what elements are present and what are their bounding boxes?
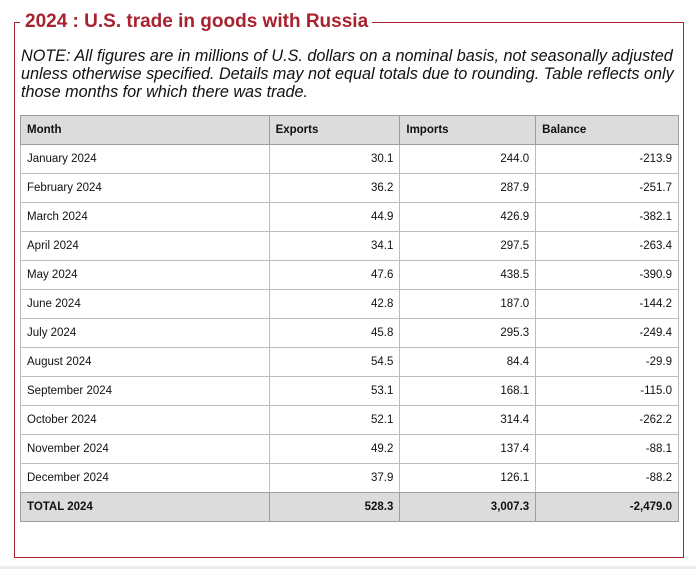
balance-cell: -29.9 [536,348,679,377]
month-cell: June 2024 [21,290,270,319]
header-month: Month [21,116,270,145]
month-cell: October 2024 [21,406,270,435]
header-exports: Exports [269,116,400,145]
table-row [21,261,679,290]
month-cell: December 2024 [21,464,270,493]
imports-cell: 137.4 [400,435,536,464]
month-cell: March 2024 [21,203,270,232]
balance-cell: -144.2 [536,290,679,319]
balance-cell: -88.1 [536,435,679,464]
table-row [21,464,679,493]
month-cell: February 2024 [21,174,270,203]
exports-cell: 42.8 [269,290,400,319]
balance-cell: -115.0 [536,377,679,406]
exports-cell: 45.8 [269,319,400,348]
exports-cell: 52.1 [269,406,400,435]
imports-cell: 426.9 [400,203,536,232]
imports-cell: 295.3 [400,319,536,348]
imports-cell: 297.5 [400,232,536,261]
balance-cell: -263.4 [536,232,679,261]
header-imports: Imports [400,116,536,145]
month-cell: November 2024 [21,435,270,464]
table-row [21,174,679,203]
table-row [21,377,679,406]
balance-cell: -390.9 [536,261,679,290]
imports-cell: 287.9 [400,174,536,203]
table-row [21,290,679,319]
table-row [21,406,679,435]
balance-cell: -251.7 [536,174,679,203]
exports-cell: 54.5 [269,348,400,377]
month-cell: August 2024 [21,348,270,377]
exports-cell: 49.2 [269,435,400,464]
imports-cell: 244.0 [400,145,536,174]
exports-cell: 44.9 [269,203,400,232]
total-imports: 3,007.3 [400,493,536,522]
imports-cell: 438.5 [400,261,536,290]
exports-cell: 47.6 [269,261,400,290]
month-cell: September 2024 [21,377,270,406]
table-row [21,232,679,261]
exports-cell: 36.2 [269,174,400,203]
panel-title: 2024 : U.S. trade in goods with Russia [20,10,372,34]
exports-cell: 53.1 [269,377,400,406]
note-text: NOTE: All figures are in millions of U.S. dollars on a nominal basis, not seasonally adjusted unless otherwise specified. Details may not equal totals due to rounding. Table reflects only those months for which there was trade. [21,47,674,101]
balance-cell: -262.2 [536,406,679,435]
table-row [21,319,679,348]
table-row [21,348,679,377]
table-row [21,203,679,232]
month-cell: January 2024 [21,145,270,174]
total-label: TOTAL 2024 [21,493,270,522]
total-exports: 528.3 [269,493,400,522]
exports-cell: 30.1 [269,145,400,174]
imports-cell: 168.1 [400,377,536,406]
month-cell: May 2024 [21,261,270,290]
balance-cell: -382.1 [536,203,679,232]
balance-cell: -88.2 [536,464,679,493]
exports-cell: 34.1 [269,232,400,261]
month-cell: July 2024 [21,319,270,348]
imports-cell: 84.4 [400,348,536,377]
trade-table [20,115,679,522]
balance-cell: -249.4 [536,319,679,348]
exports-cell: 37.9 [269,464,400,493]
imports-cell: 314.4 [400,406,536,435]
table-header-row [21,116,679,145]
total-balance: -2,479.0 [536,493,679,522]
table-row [21,435,679,464]
total-row [21,493,679,522]
imports-cell: 187.0 [400,290,536,319]
imports-cell: 126.1 [400,464,536,493]
balance-cell: -213.9 [536,145,679,174]
header-balance: Balance [536,116,679,145]
month-cell: April 2024 [21,232,270,261]
table-row [21,145,679,174]
